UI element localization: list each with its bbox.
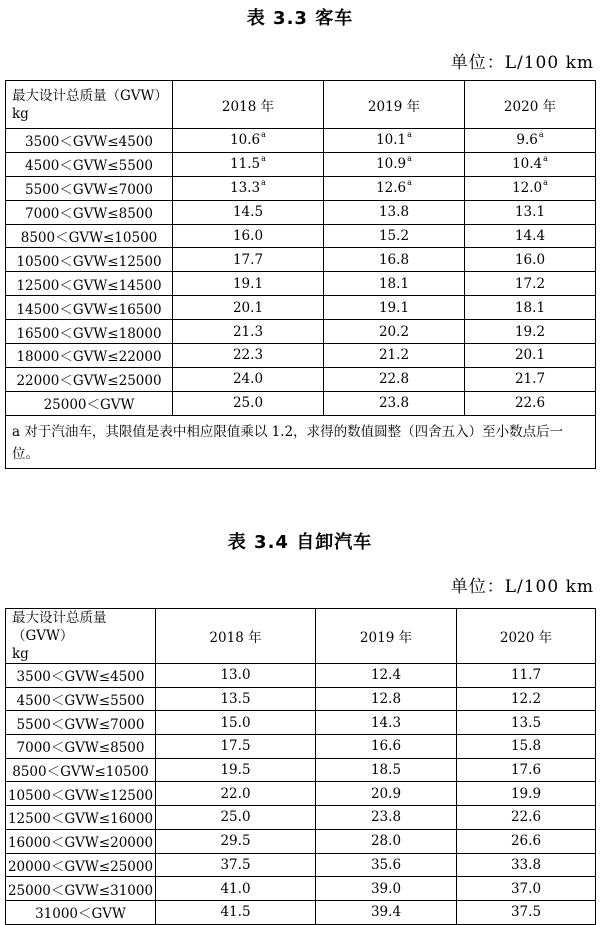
limit-value: 13.1 xyxy=(514,204,546,221)
limit-cell-2019 xyxy=(324,367,465,391)
header-gvw-line2: kg xyxy=(12,105,29,122)
limit-cell-2019 xyxy=(316,853,457,877)
limit-cell-2020 xyxy=(457,687,596,711)
limit-value: 10.6 xyxy=(230,132,261,149)
gvw-range-cell: 25000＜GVW≤31000 xyxy=(6,877,156,901)
limit-cell-2020 xyxy=(465,248,596,272)
table1-title: 表 3.3 客车 xyxy=(246,8,354,29)
limit-cell-2018 xyxy=(173,224,324,248)
limit-value: 14.4 xyxy=(514,228,546,244)
table1-row xyxy=(6,176,596,200)
limit-value: 22.8 xyxy=(378,371,410,388)
limit-cell-2020 xyxy=(457,829,596,853)
header-gvw-line1: 最大设计总质量（GVW） xyxy=(12,610,107,644)
table1-header-row xyxy=(6,81,596,129)
footnote-marker: a xyxy=(543,178,548,188)
limit-cell-2018 xyxy=(156,711,316,735)
gvw-range-cell: 16500＜GVW≤18000 xyxy=(6,320,173,344)
table2-row xyxy=(6,782,596,806)
limit-value: 16.6 xyxy=(370,738,402,755)
gvw-range-cell: 4500＜GVW≤5500 xyxy=(6,687,156,711)
limit-cell-2018 xyxy=(156,687,316,711)
limit-value: 21.3 xyxy=(232,323,264,340)
limit-cell-2019 xyxy=(316,711,457,735)
limit-cell-2020 xyxy=(457,782,596,806)
gvw-range-cell: 10500＜GVW≤12500 xyxy=(6,782,156,806)
limit-value: 15.0 xyxy=(220,714,251,731)
limit-cell-2018 xyxy=(156,877,316,901)
limit-value: 11.5 xyxy=(230,156,261,173)
limit-cell-2018 xyxy=(173,391,324,415)
limit-value: 24.0 xyxy=(232,371,264,388)
limit-value: 18.1 xyxy=(514,299,546,316)
table2-header-2020: 2020 年 xyxy=(457,609,596,664)
gvw-range-cell: 10500＜GVW≤12500 xyxy=(6,248,173,272)
limit-cell-2019 xyxy=(316,687,457,711)
limit-cell-2018 xyxy=(156,806,316,830)
limit-cell-2019 xyxy=(316,758,457,782)
gvw-range-cell: 5500＜GVW≤7000 xyxy=(6,176,173,200)
gvw-range-cell: 22000＜GVW≤25000 xyxy=(6,367,173,391)
limit-cell-2019 xyxy=(324,176,465,200)
limit-value: 19.1 xyxy=(232,275,264,292)
table2-row xyxy=(6,900,596,924)
table1-row xyxy=(6,248,596,272)
table2-header-gvw xyxy=(6,609,156,664)
gvw-range-cell: 5500＜GVW≤7000 xyxy=(6,711,156,735)
limit-value: 19.2 xyxy=(514,323,546,340)
limit-value: 10.9 xyxy=(376,156,407,173)
table2-row xyxy=(6,853,596,877)
limit-value: 18.5 xyxy=(370,762,402,779)
limit-value: 29.5 xyxy=(220,833,251,850)
limit-cell-2018 xyxy=(156,782,316,806)
limit-cell-2018 xyxy=(173,200,324,224)
limit-cell-2019 xyxy=(324,296,465,320)
limit-cell-2020 xyxy=(457,877,596,901)
limit-value: 13.5 xyxy=(510,714,542,731)
gvw-range-cell: 8500＜GVW≤10500 xyxy=(6,224,173,248)
limit-value: 26.6 xyxy=(510,833,542,850)
table2-title: 表 3.4 自卸汽车 xyxy=(227,532,373,553)
limit-cell-2020 xyxy=(457,664,596,688)
limit-value: 15.2 xyxy=(378,228,410,244)
limit-cell-2018 xyxy=(156,829,316,853)
limit-value: 16.8 xyxy=(378,251,410,268)
limit-value: 19.1 xyxy=(378,299,410,316)
limit-value: 17.2 xyxy=(514,275,546,292)
gvw-range-cell: 18000＜GVW≤22000 xyxy=(6,344,173,368)
table1-row xyxy=(6,272,596,296)
limit-cell-2020 xyxy=(465,224,596,248)
limit-value: 19.9 xyxy=(510,785,542,802)
limit-cell-2018 xyxy=(173,296,324,320)
limit-value: 37.5 xyxy=(220,856,251,873)
limit-cell-2020 xyxy=(465,272,596,296)
table2-row xyxy=(6,758,596,782)
limit-cell-2019 xyxy=(324,320,465,344)
footnote-marker: a xyxy=(407,178,412,188)
limit-cell-2018 xyxy=(173,320,324,344)
table1-row xyxy=(6,200,596,224)
limit-value: 11.7 xyxy=(510,667,542,684)
gvw-range-cell: 12500＜GVW≤16000 xyxy=(6,806,156,830)
limit-value: 16.0 xyxy=(514,251,546,268)
limit-cell-2019 xyxy=(316,782,457,806)
limit-value: 20.9 xyxy=(370,785,402,802)
table2-unit: 单位：L/100 km xyxy=(450,577,594,597)
gvw-range-cell: 16000＜GVW≤20000 xyxy=(6,829,156,853)
gvw-range-cell: 12500＜GVW≤14500 xyxy=(6,272,173,296)
table1-header-2020: 2020 年 xyxy=(465,81,596,129)
limit-cell-2020 xyxy=(457,806,596,830)
limit-cell-2019 xyxy=(324,391,465,415)
limit-value: 14.5 xyxy=(232,204,264,221)
limit-cell-2019 xyxy=(316,664,457,688)
footnote-marker: a xyxy=(261,130,266,140)
table2-row xyxy=(6,711,596,735)
limit-cell-2018 xyxy=(173,344,324,368)
limit-value: 15.8 xyxy=(510,738,542,755)
gvw-range-cell: 3500＜GVW≤4500 xyxy=(6,129,173,153)
limit-value: 37.0 xyxy=(510,880,542,897)
limit-value: 9.6 xyxy=(516,132,538,149)
table2 xyxy=(5,608,596,925)
limit-cell-2020 xyxy=(457,735,596,759)
limit-value: 41.0 xyxy=(220,880,251,897)
limit-value: 22.0 xyxy=(220,785,251,802)
limit-cell-2020 xyxy=(465,176,596,200)
table1-row xyxy=(6,296,596,320)
limit-value: 22.6 xyxy=(510,809,542,826)
table1-header-2019: 2019 年 xyxy=(324,81,465,129)
limit-cell-2018 xyxy=(156,664,316,688)
limit-cell-2019 xyxy=(324,344,465,368)
limit-cell-2020 xyxy=(457,711,596,735)
gvw-range-cell: 7000＜GVW≤8500 xyxy=(6,200,173,224)
limit-value: 20.1 xyxy=(232,299,264,316)
limit-value: 17.7 xyxy=(232,251,264,268)
gvw-range-cell: 8500＜GVW≤10500 xyxy=(6,758,156,782)
table2-row xyxy=(6,829,596,853)
limit-cell-2018 xyxy=(156,900,316,924)
limit-cell-2020 xyxy=(457,853,596,877)
limit-value: 33.8 xyxy=(510,856,542,873)
table1-unit: 单位：L/100 km xyxy=(450,53,594,73)
table1-row xyxy=(6,367,596,391)
table1-row xyxy=(6,129,596,153)
table2-row xyxy=(6,664,596,688)
table2-row xyxy=(6,806,596,830)
limit-cell-2018 xyxy=(173,129,324,153)
limit-value: 13.5 xyxy=(220,691,251,708)
limit-cell-2019 xyxy=(316,900,457,924)
gvw-range-cell: 20000＜GVW≤25000 xyxy=(6,853,156,877)
limit-cell-2018 xyxy=(156,758,316,782)
header-gvw-line2: kg xyxy=(12,646,29,662)
limit-value: 10.1 xyxy=(376,132,407,149)
table2-row xyxy=(6,877,596,901)
limit-value: 39.4 xyxy=(370,904,402,921)
gvw-range-cell: 3500＜GVW≤4500 xyxy=(6,664,156,688)
limit-cell-2020 xyxy=(465,344,596,368)
table2-row xyxy=(6,687,596,711)
footnote-marker: a xyxy=(538,130,544,140)
limit-cell-2020 xyxy=(465,367,596,391)
limit-cell-2018 xyxy=(173,248,324,272)
limit-cell-2020 xyxy=(465,129,596,153)
limit-cell-2019 xyxy=(324,224,465,248)
footnote-marker: a xyxy=(543,154,548,164)
footnote-marker: a xyxy=(261,154,266,164)
limit-cell-2019 xyxy=(324,200,465,224)
limit-cell-2019 xyxy=(324,248,465,272)
footnote-marker: a xyxy=(407,130,412,140)
table1-row xyxy=(6,152,596,176)
limit-cell-2018 xyxy=(156,853,316,877)
table1-footnote: a 对于汽油车，其限值是表中相应限值乘以 1.2，求得的数值圆整（四舍五入）至小数点后一位。 xyxy=(6,415,596,468)
table2-header-row xyxy=(6,609,596,664)
table2-header-2018: 2018 年 xyxy=(156,609,316,664)
limit-cell-2018 xyxy=(173,367,324,391)
limit-value: 41.5 xyxy=(220,904,251,921)
limit-cell-2019 xyxy=(324,129,465,153)
table1-header-2018: 2018 年 xyxy=(173,81,324,129)
limit-value: 35.6 xyxy=(370,856,402,873)
limit-cell-2020 xyxy=(457,900,596,924)
gvw-range-cell: 25000＜GVW xyxy=(6,391,173,415)
limit-value: 37.5 xyxy=(510,904,542,921)
gvw-range-cell: 7000＜GVW≤8500 xyxy=(6,735,156,759)
limit-value: 20.1 xyxy=(514,347,546,364)
limit-value: 17.5 xyxy=(220,738,251,755)
limit-value: 22.6 xyxy=(514,395,546,412)
limit-value: 12.2 xyxy=(510,691,542,708)
limit-value: 23.8 xyxy=(370,809,402,826)
gvw-range-cell: 14500＜GVW≤16500 xyxy=(6,296,173,320)
limit-value: 12.0 xyxy=(512,180,543,197)
limit-value: 25.0 xyxy=(220,809,251,826)
limit-value: 13.8 xyxy=(378,204,410,221)
limit-value: 19.5 xyxy=(220,762,251,779)
limit-value: 21.2 xyxy=(378,347,410,364)
table1-row xyxy=(6,391,596,415)
limit-cell-2019 xyxy=(316,829,457,853)
limit-cell-2018 xyxy=(156,735,316,759)
limit-value: 23.8 xyxy=(378,395,410,412)
limit-cell-2018 xyxy=(173,272,324,296)
limit-value: 18.1 xyxy=(378,275,410,292)
limit-cell-2020 xyxy=(457,758,596,782)
footnote-marker: a xyxy=(407,154,412,164)
table2-header-2019: 2019 年 xyxy=(316,609,457,664)
table1-row xyxy=(6,344,596,368)
table1-header-gvw xyxy=(6,81,173,129)
limit-cell-2019 xyxy=(324,152,465,176)
limit-value: 25.0 xyxy=(232,395,264,412)
limit-cell-2020 xyxy=(465,200,596,224)
limit-cell-2018 xyxy=(173,152,324,176)
footnote-marker: a xyxy=(261,178,266,188)
limit-cell-2020 xyxy=(465,296,596,320)
limit-cell-2020 xyxy=(465,152,596,176)
table1 xyxy=(5,80,596,469)
limit-cell-2019 xyxy=(316,877,457,901)
table1-footnote-row xyxy=(6,415,596,468)
header-gvw-line1: 最大设计总质量（GVW） xyxy=(12,87,168,104)
limit-value: 12.8 xyxy=(370,691,402,708)
limit-value: 14.3 xyxy=(370,714,402,731)
limit-value: 22.3 xyxy=(232,347,264,364)
limit-cell-2019 xyxy=(316,735,457,759)
limit-value: 12.4 xyxy=(370,667,402,684)
table1-row xyxy=(6,320,596,344)
limit-cell-2020 xyxy=(465,391,596,415)
limit-cell-2020 xyxy=(465,320,596,344)
limit-value: 13.3 xyxy=(230,180,261,197)
limit-value: 16.0 xyxy=(232,228,264,244)
gvw-range-cell: 4500＜GVW≤5500 xyxy=(6,152,173,176)
limit-value: 21.7 xyxy=(514,371,546,388)
limit-value: 13.0 xyxy=(220,667,251,684)
limit-cell-2018 xyxy=(173,176,324,200)
limit-value: 12.6 xyxy=(376,180,407,197)
gvw-range-cell: 31000＜GVW xyxy=(6,900,156,924)
limit-cell-2019 xyxy=(324,272,465,296)
limit-value: 20.2 xyxy=(378,323,410,340)
table2-row xyxy=(6,735,596,759)
table1-row xyxy=(6,224,596,248)
limit-value: 10.4 xyxy=(512,156,543,173)
limit-value: 28.0 xyxy=(370,833,402,850)
limit-value: 39.0 xyxy=(370,880,402,897)
limit-cell-2019 xyxy=(316,806,457,830)
limit-value: 17.6 xyxy=(510,762,542,779)
